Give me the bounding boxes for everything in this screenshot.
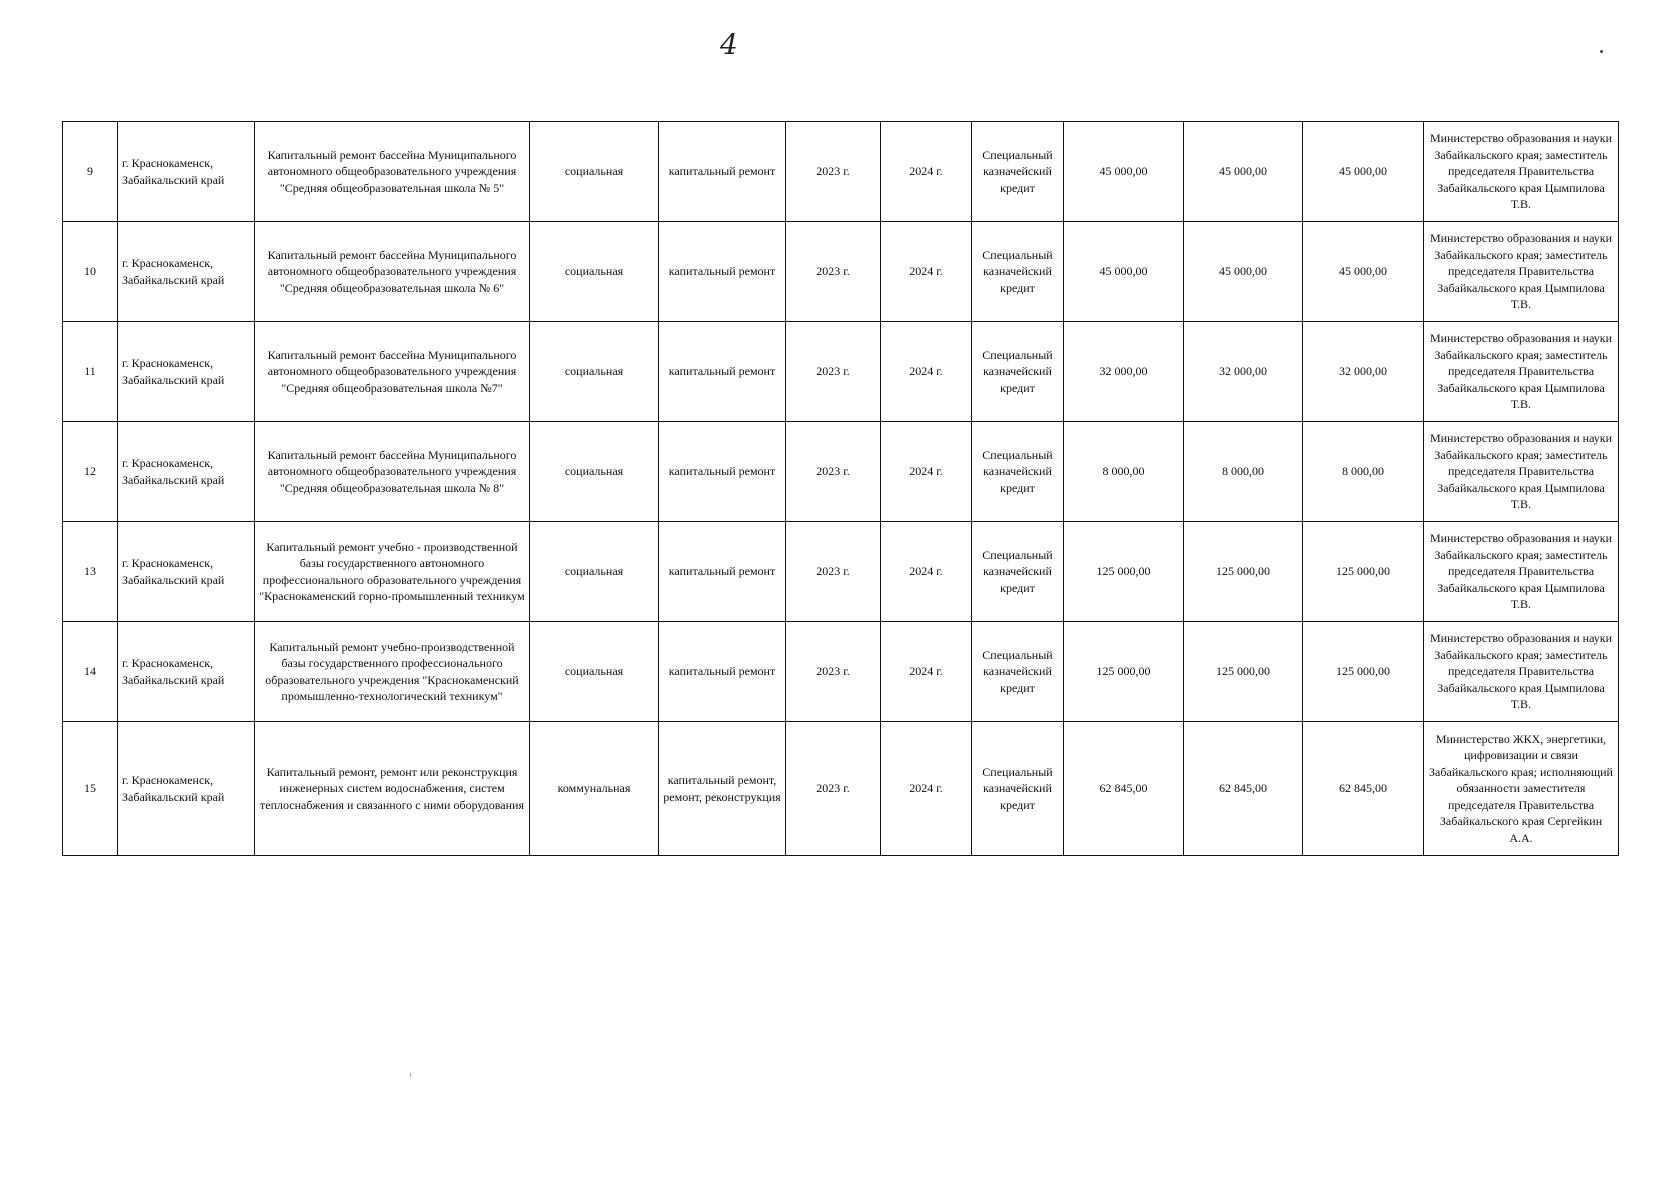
cell-amount-2: 62 845,00 — [1184, 722, 1303, 856]
cell-sphere: социальная — [530, 322, 659, 422]
cell-start-year: 2023 г. — [786, 222, 881, 322]
cell-responsible: Министерство образования и науки Забайкальского края; заместитель председателя Правительства Забайкальского края Цымпилова Т.В. — [1424, 322, 1619, 422]
cell-work-type: капитальный ремонт — [659, 322, 786, 422]
cell-credit: Специальный казначейский кредит — [972, 622, 1064, 722]
table-row — [63, 222, 1619, 322]
cell-amount-1: 62 845,00 — [1064, 722, 1184, 856]
cell-amount-3: 125 000,00 — [1303, 522, 1424, 622]
cell-number: 12 — [63, 422, 118, 522]
cell-responsible: Министерство образования и науки Забайкальского края; заместитель председателя Правительства Забайкальского края Цымпилова Т.В. — [1424, 222, 1619, 322]
scan-dot — [1600, 50, 1603, 53]
cell-description: Капитальный ремонт бассейна Муниципального автономного общеобразовательного учреждения "Средняя общеобразовательная школа № 8" — [255, 422, 530, 522]
projects-table-container — [62, 121, 1618, 856]
cell-amount-1: 45 000,00 — [1064, 222, 1184, 322]
table-row — [63, 722, 1619, 856]
cell-description: Капитальный ремонт бассейна Муниципального автономного общеобразовательного учреждения "Средняя общеобразовательная школа №7" — [255, 322, 530, 422]
cell-amount-1: 125 000,00 — [1064, 622, 1184, 722]
cell-amount-2: 125 000,00 — [1184, 622, 1303, 722]
cell-work-type: капитальный ремонт — [659, 122, 786, 222]
cell-end-year: 2024 г. — [881, 422, 972, 522]
cell-amount-1: 125 000,00 — [1064, 522, 1184, 622]
cell-location: г. Краснокаменск, Забайкальский край — [118, 322, 255, 422]
cell-number: 9 — [63, 122, 118, 222]
cell-amount-3: 62 845,00 — [1303, 722, 1424, 856]
cell-start-year: 2023 г. — [786, 322, 881, 422]
scan-mark — [410, 1073, 411, 1077]
cell-location: г. Краснокаменск, Забайкальский край — [118, 122, 255, 222]
cell-sphere: социальная — [530, 622, 659, 722]
cell-amount-2: 8 000,00 — [1184, 422, 1303, 522]
cell-amount-2: 45 000,00 — [1184, 122, 1303, 222]
table-row — [63, 422, 1619, 522]
table-row — [63, 622, 1619, 722]
cell-work-type: капитальный ремонт — [659, 422, 786, 522]
cell-end-year: 2024 г. — [881, 522, 972, 622]
cell-amount-1: 45 000,00 — [1064, 122, 1184, 222]
cell-amount-3: 45 000,00 — [1303, 222, 1424, 322]
cell-location: г. Краснокаменск, Забайкальский край — [118, 422, 255, 522]
cell-responsible: Министерство ЖКХ, энергетики, цифровизации и связи Забайкальского края; исполняющий обязанности заместителя председателя Правительства Забайкальского края Сергейкин А.А. — [1424, 722, 1619, 856]
cell-amount-3: 45 000,00 — [1303, 122, 1424, 222]
cell-number: 14 — [63, 622, 118, 722]
cell-start-year: 2023 г. — [786, 122, 881, 222]
cell-work-type: капитальный ремонт — [659, 222, 786, 322]
cell-work-type: капитальный ремонт, ремонт, реконструкция — [659, 722, 786, 856]
cell-number: 15 — [63, 722, 118, 856]
table-row — [63, 322, 1619, 422]
cell-sphere: социальная — [530, 222, 659, 322]
projects-table — [62, 121, 1619, 856]
cell-credit: Специальный казначейский кредит — [972, 522, 1064, 622]
cell-number: 13 — [63, 522, 118, 622]
cell-responsible: Министерство образования и науки Забайкальского края; заместитель председателя Правительства Забайкальского края Цымпилова Т.В. — [1424, 122, 1619, 222]
cell-amount-2: 45 000,00 — [1184, 222, 1303, 322]
cell-end-year: 2024 г. — [881, 322, 972, 422]
cell-sphere: социальная — [530, 122, 659, 222]
table-row — [63, 122, 1619, 222]
cell-location: г. Краснокаменск, Забайкальский край — [118, 222, 255, 322]
cell-description: Капитальный ремонт учебно - производственной базы государственного автономного профессионального образовательного учреждения "Краснокаменский горно-промышленный техникум — [255, 522, 530, 622]
cell-amount-3: 8 000,00 — [1303, 422, 1424, 522]
cell-credit: Специальный казначейский кредит — [972, 122, 1064, 222]
cell-credit: Специальный казначейский кредит — [972, 222, 1064, 322]
cell-amount-2: 32 000,00 — [1184, 322, 1303, 422]
cell-description: Капитальный ремонт учебно-производственной базы государственного профессионального образовательного учреждения "Краснокаменский промышленно-технологический техникум" — [255, 622, 530, 722]
cell-end-year: 2024 г. — [881, 122, 972, 222]
cell-description: Капитальный ремонт бассейна Муниципального автономного общеобразовательного учреждения "Средняя общеобразовательная школа № 6" — [255, 222, 530, 322]
cell-number: 10 — [63, 222, 118, 322]
cell-amount-3: 32 000,00 — [1303, 322, 1424, 422]
cell-end-year: 2024 г. — [881, 222, 972, 322]
cell-credit: Специальный казначейский кредит — [972, 422, 1064, 522]
cell-work-type: капитальный ремонт — [659, 622, 786, 722]
table-row — [63, 522, 1619, 622]
cell-credit: Специальный казначейский кредит — [972, 322, 1064, 422]
cell-responsible: Министерство образования и науки Забайкальского края; заместитель председателя Правительства Забайкальского края Цымпилова Т.В. — [1424, 522, 1619, 622]
cell-sphere: коммунальная — [530, 722, 659, 856]
cell-sphere: социальная — [530, 522, 659, 622]
cell-location: г. Краснокаменск, Забайкальский край — [118, 622, 255, 722]
cell-amount-2: 125 000,00 — [1184, 522, 1303, 622]
page-number: 4 — [720, 28, 738, 61]
cell-responsible: Министерство образования и науки Забайкальского края; заместитель председателя Правительства Забайкальского края Цымпилова Т.В. — [1424, 622, 1619, 722]
cell-end-year: 2024 г. — [881, 722, 972, 856]
cell-amount-1: 8 000,00 — [1064, 422, 1184, 522]
cell-description: Капитальный ремонт бассейна Муниципального автономного общеобразовательного учреждения "Средняя общеобразовательная школа № 5" — [255, 122, 530, 222]
cell-end-year: 2024 г. — [881, 622, 972, 722]
cell-responsible: Министерство образования и науки Забайкальского края; заместитель председателя Правительства Забайкальского края Цымпилова Т.В. — [1424, 422, 1619, 522]
cell-location: г. Краснокаменск, Забайкальский край — [118, 522, 255, 622]
cell-start-year: 2023 г. — [786, 622, 881, 722]
cell-sphere: социальная — [530, 422, 659, 522]
cell-description: Капитальный ремонт, ремонт или реконструкция инженерных систем водоснабжения, систем теплоснабжения и связанного с ними оборудования — [255, 722, 530, 856]
cell-start-year: 2023 г. — [786, 522, 881, 622]
cell-number: 11 — [63, 322, 118, 422]
cell-amount-1: 32 000,00 — [1064, 322, 1184, 422]
cell-start-year: 2023 г. — [786, 422, 881, 522]
cell-start-year: 2023 г. — [786, 722, 881, 856]
cell-location: г. Краснокаменск, Забайкальский край — [118, 722, 255, 856]
cell-amount-3: 125 000,00 — [1303, 622, 1424, 722]
cell-work-type: капитальный ремонт — [659, 522, 786, 622]
cell-credit: Специальный казначейский кредит — [972, 722, 1064, 856]
